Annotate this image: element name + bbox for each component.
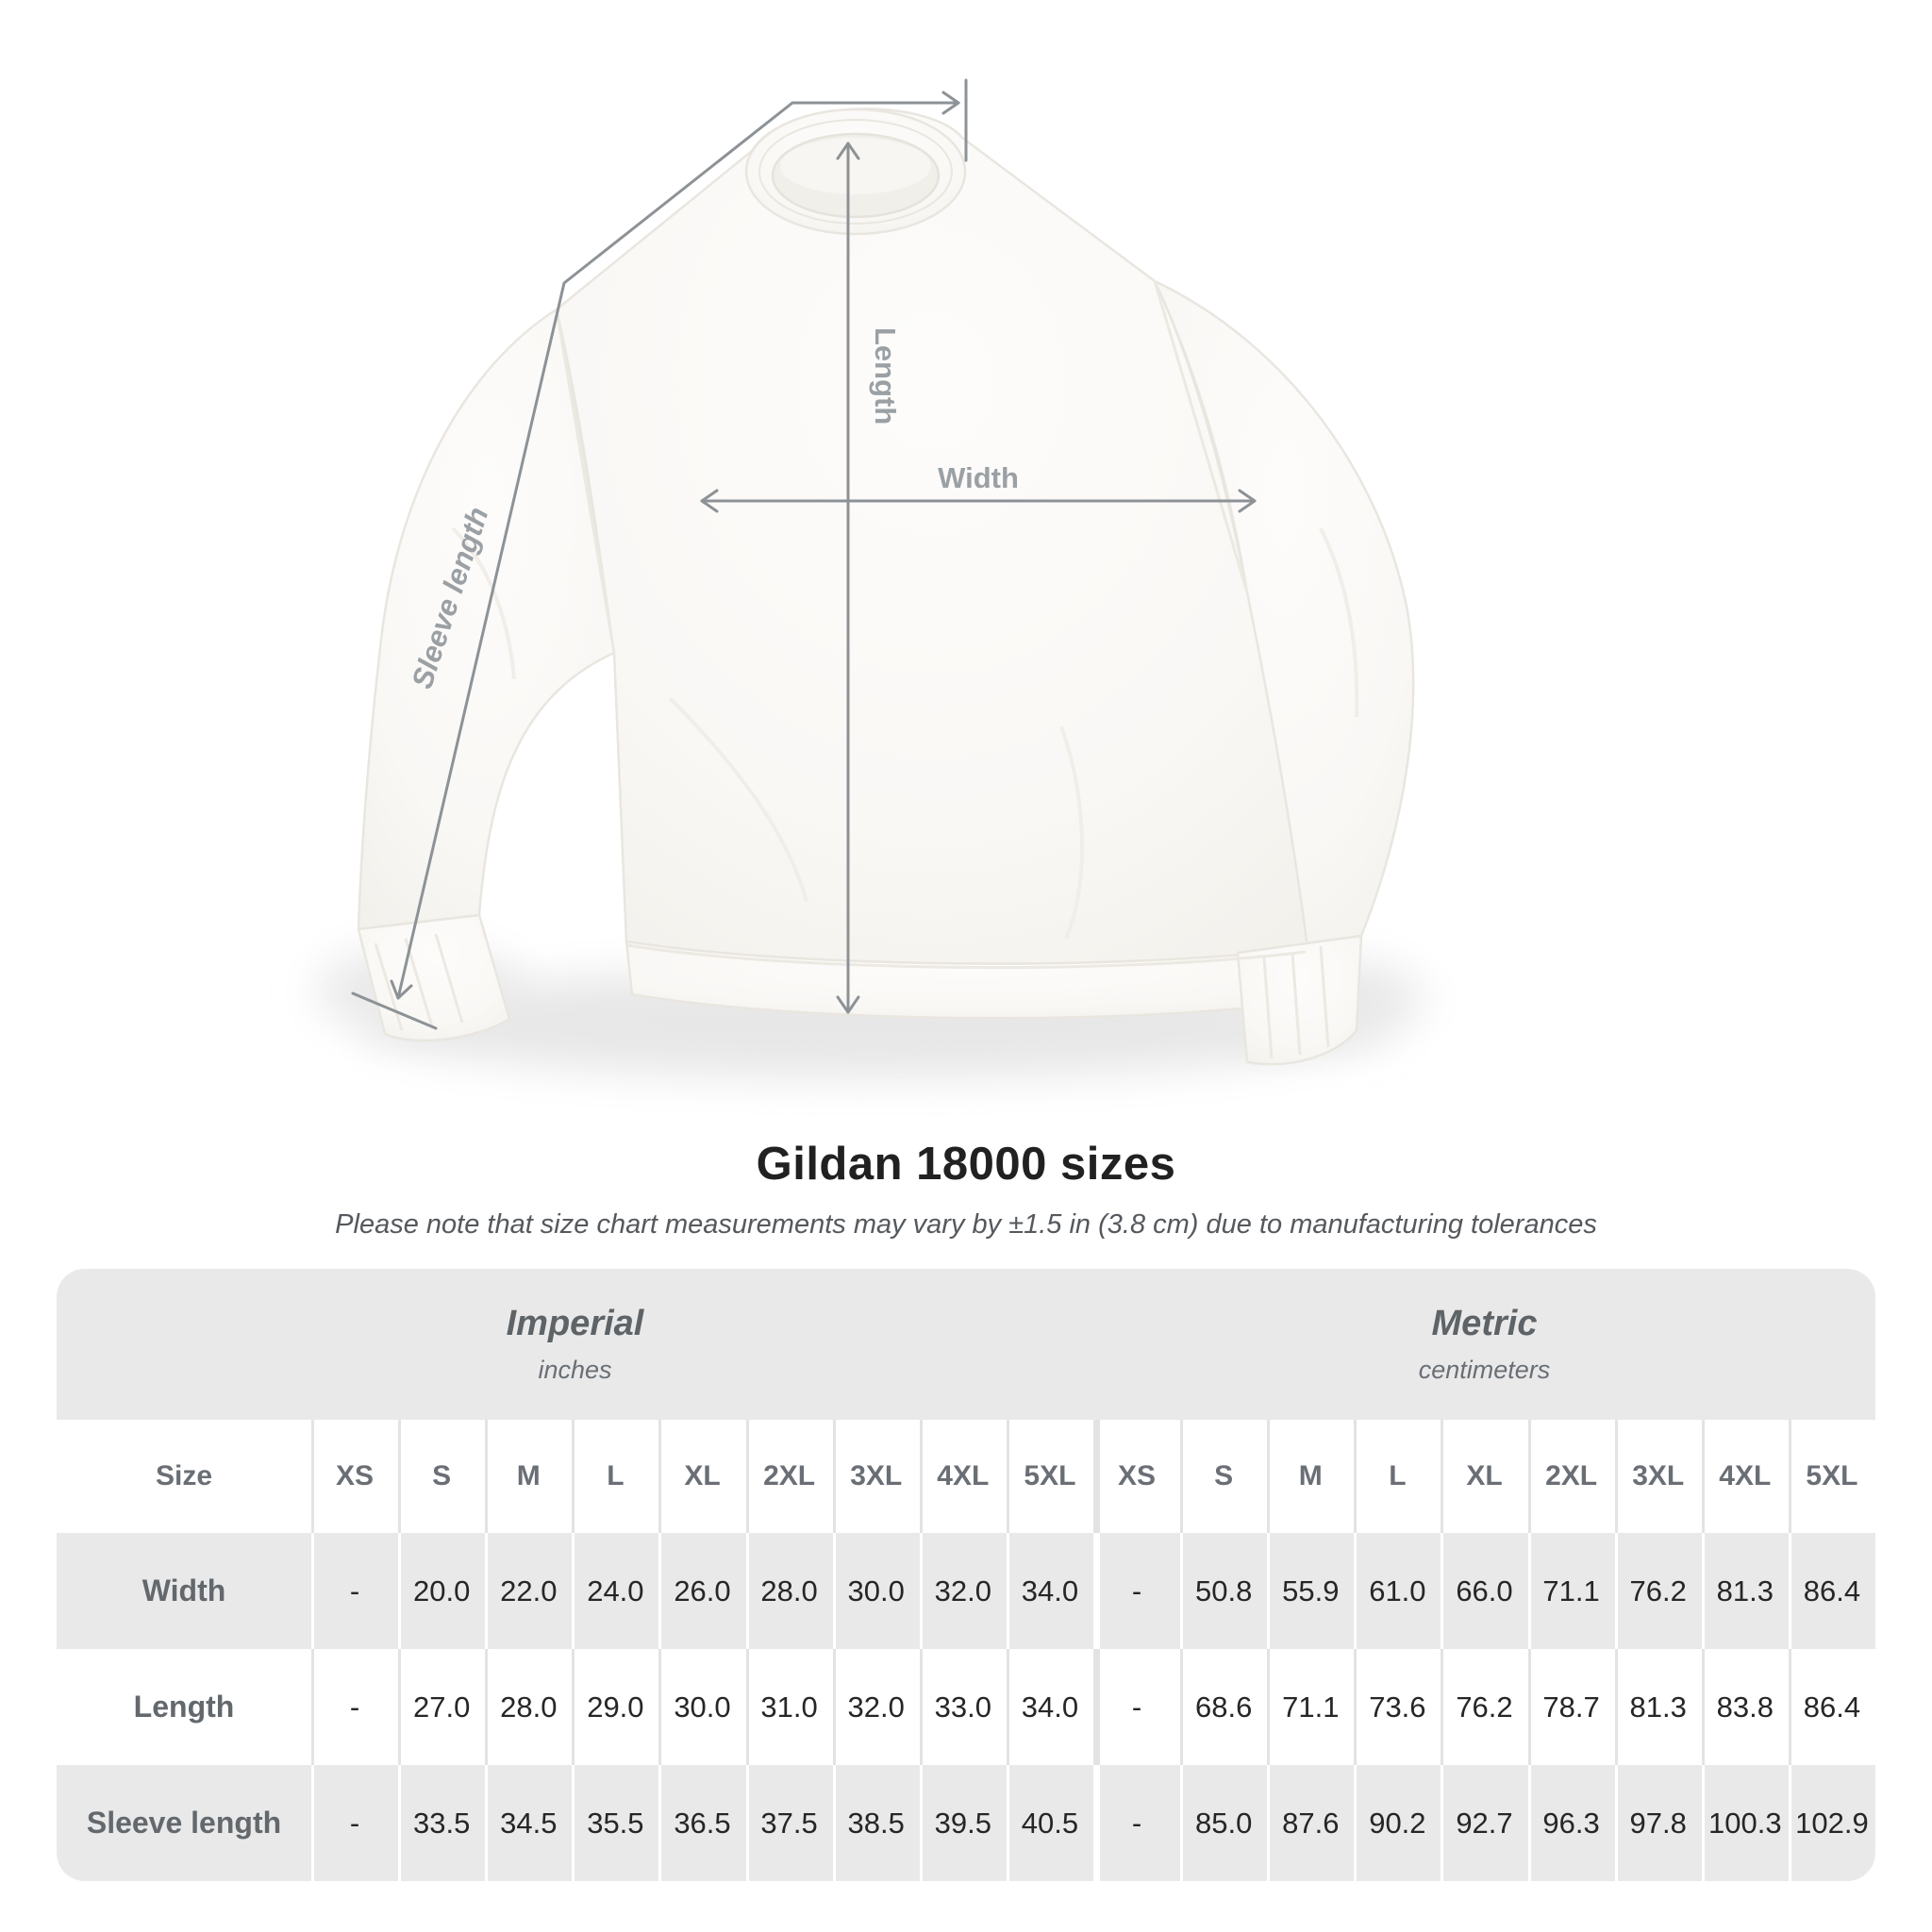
size-value-cell: - [311, 1765, 398, 1881]
row-label: Width [57, 1533, 311, 1649]
size-value-cell: 71.1 [1267, 1649, 1354, 1765]
size-col-header-metric-2XL: 2XL [1528, 1420, 1615, 1533]
tolerance-note: Please note that size chart measurements may vary by ±1.5 in (3.8 cm) due to manufacturing tolerances [335, 1209, 1597, 1240]
size-column-header: Size [57, 1420, 311, 1533]
size-col-header-metric-4XL: 4XL [1702, 1420, 1789, 1533]
size-value-cell: 76.2 [1441, 1649, 1527, 1765]
size-value-cell: 34.0 [1007, 1533, 1093, 1649]
size-value-cell: 81.3 [1615, 1649, 1702, 1765]
size-col-header-metric-L: L [1354, 1420, 1441, 1533]
size-value-cell: 34.5 [485, 1765, 572, 1881]
sweatshirt-measurement-diagram [264, 38, 1679, 1132]
imperial-label: Imperial [506, 1304, 644, 1343]
size-value-cell: 32.0 [920, 1533, 1007, 1649]
size-value-cell: 86.4 [1789, 1649, 1875, 1765]
size-value-cell: 20.0 [398, 1533, 485, 1649]
size-value-cell: 97.8 [1615, 1765, 1702, 1881]
sleeve-length-label: Sleeve length [405, 503, 495, 693]
imperial-group-header [57, 1269, 1093, 1420]
size-value-cell: 71.1 [1528, 1533, 1615, 1649]
size-col-header-metric-M: M [1267, 1420, 1354, 1533]
size-value-cell: 76.2 [1615, 1533, 1702, 1649]
metric-group-header [1093, 1269, 1875, 1420]
size-value-cell: 81.3 [1702, 1533, 1789, 1649]
size-col-header-imperial-2XL: 2XL [746, 1420, 833, 1533]
size-value-cell: 86.4 [1789, 1533, 1875, 1649]
left-cuff [358, 915, 509, 1041]
size-col-header-imperial-M: M [485, 1420, 572, 1533]
size-value-cell: 39.5 [920, 1765, 1007, 1881]
page-title: Gildan 18000 sizes [756, 1139, 1176, 1190]
size-value-cell: 38.5 [833, 1765, 920, 1881]
size-value-cell: 73.6 [1354, 1649, 1441, 1765]
size-value-cell: 100.3 [1702, 1765, 1789, 1881]
size-value-cell: 40.5 [1007, 1765, 1093, 1881]
size-value-cell: - [311, 1533, 398, 1649]
size-col-header-metric-S: S [1180, 1420, 1267, 1533]
size-col-header-metric-5XL: 5XL [1789, 1420, 1875, 1533]
metric-units-label: centimeters [1418, 1356, 1551, 1384]
sweatshirt-illustration [358, 108, 1413, 1064]
length-label: Length [869, 327, 902, 425]
size-value-cell: 61.0 [1354, 1533, 1441, 1649]
size-col-header-imperial-S: S [398, 1420, 485, 1533]
size-value-cell: 36.5 [658, 1765, 745, 1881]
size-value-cell: 50.8 [1180, 1533, 1267, 1649]
size-col-header-imperial-L: L [572, 1420, 658, 1533]
size-value-cell: - [311, 1649, 398, 1765]
size-value-cell: 85.0 [1180, 1765, 1267, 1881]
size-value-cell: 35.5 [572, 1765, 658, 1881]
size-value-cell: - [1093, 1765, 1180, 1881]
row-label: Length [57, 1649, 311, 1765]
size-col-header-imperial-XS: XS [311, 1420, 398, 1533]
size-value-cell: 66.0 [1441, 1533, 1527, 1649]
size-value-cell: 92.7 [1441, 1765, 1527, 1881]
size-chart-table [57, 1269, 1875, 1881]
size-value-cell: 37.5 [746, 1765, 833, 1881]
body-panel [557, 108, 1307, 963]
width-label: Width [938, 461, 1019, 494]
size-col-header-metric-XS: XS [1093, 1420, 1180, 1533]
size-value-cell: 24.0 [572, 1533, 658, 1649]
size-value-cell: 28.0 [746, 1533, 833, 1649]
size-value-cell: 30.0 [658, 1649, 745, 1765]
size-col-header-imperial-5XL: 5XL [1007, 1420, 1093, 1533]
row-label: Sleeve length [57, 1765, 311, 1881]
size-value-cell: 90.2 [1354, 1765, 1441, 1881]
size-value-cell: 87.6 [1267, 1765, 1354, 1881]
size-value-cell: 31.0 [746, 1649, 833, 1765]
size-value-cell: 29.0 [572, 1649, 658, 1765]
size-value-cell: 32.0 [833, 1649, 920, 1765]
size-value-cell: 55.9 [1267, 1533, 1354, 1649]
size-value-cell: - [1093, 1533, 1180, 1649]
size-value-cell: 28.0 [485, 1649, 572, 1765]
size-col-header-metric-3XL: 3XL [1615, 1420, 1702, 1533]
size-col-header-imperial-4XL: 4XL [920, 1420, 1007, 1533]
size-value-cell: 83.8 [1702, 1649, 1789, 1765]
metric-label: Metric [1431, 1304, 1538, 1343]
size-value-cell: 68.6 [1180, 1649, 1267, 1765]
imperial-units-label: inches [538, 1356, 612, 1384]
size-value-cell: 33.0 [920, 1649, 1007, 1765]
size-value-cell: 78.7 [1528, 1649, 1615, 1765]
size-value-cell: 26.0 [658, 1533, 745, 1649]
size-value-cell: 102.9 [1789, 1765, 1875, 1881]
size-col-header-imperial-XL: XL [658, 1420, 745, 1533]
size-col-header-metric-XL: XL [1441, 1420, 1527, 1533]
size-value-cell: 33.5 [398, 1765, 485, 1881]
size-col-header-imperial-3XL: 3XL [833, 1420, 920, 1533]
size-value-cell: 22.0 [485, 1533, 572, 1649]
size-value-cell: - [1093, 1649, 1180, 1765]
collar-back-fabric [780, 138, 931, 194]
size-value-cell: 27.0 [398, 1649, 485, 1765]
size-value-cell: 96.3 [1528, 1765, 1615, 1881]
size-value-cell: 34.0 [1007, 1649, 1093, 1765]
size-value-cell: 30.0 [833, 1533, 920, 1649]
